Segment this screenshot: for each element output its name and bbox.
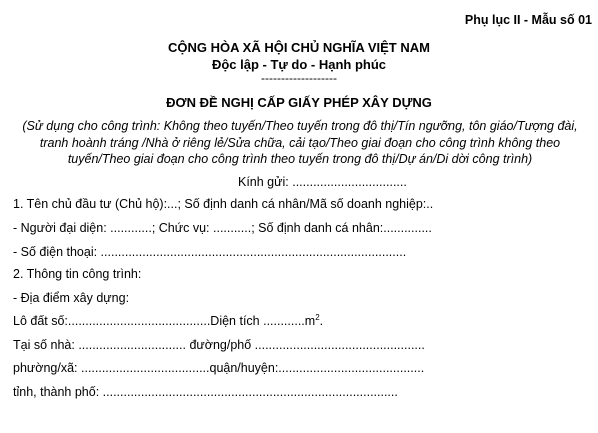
lot-text: Lô đất số:.........................................Diện tích ............m bbox=[13, 314, 316, 328]
province-line: tỉnh, thành phố: ..................................................................................... bbox=[13, 385, 398, 399]
recipient-line: Kính gửi: ................................. bbox=[238, 175, 407, 189]
investor-line: 1. Tên chủ đầu tư (Chủ hộ):...; Số định danh cá nhân/Mã số doanh nghiệp:.. bbox=[13, 197, 434, 211]
nation-heading: CỘNG HÒA XÃ HỘI CHỦ NGHĨA VIỆT NAM bbox=[168, 40, 430, 55]
motto: Độc lập - Tự do - Hạnh phúc bbox=[211, 57, 387, 72]
ward-line: phường/xã: .....................................quận/huyện:.......................................... bbox=[13, 361, 425, 375]
works-info-heading: 2. Thông tin công trình: bbox=[13, 267, 142, 281]
usage-note: (Sử dụng cho công trình: Không theo tuyến/Theo tuyến trong đô thị/Tín ngưỡng, tôn giáo/Tượng đài, tranh hoành tráng /Nhà ở riêng lẻ/Sửa chữa, cải tạo/Theo giai đoạn cho công trình không theo tuyến/Theo giai đoạn cho công trình theo tuyến trong đô thị/Dự án/Di dời công trình) bbox=[22, 119, 578, 166]
house-number-line: Tại số nhà: ............................... đường/phố ................................................. bbox=[13, 338, 425, 352]
lot-end: . bbox=[319, 314, 324, 328]
appendix-label: Phụ lục II - Mẫu số 01 bbox=[464, 13, 592, 27]
representative-line: - Người đại diện: ............; Chức vụ: ...........; Số định danh cá nhân:.............. bbox=[13, 221, 432, 235]
phone-line: - Số điện thoại: ........................................................................................ bbox=[13, 245, 407, 259]
area-unit-superscript: 2 bbox=[315, 312, 320, 322]
heading-divider: ------------------- bbox=[261, 71, 337, 85]
form-title: ĐƠN ĐỀ NGHỊ CẤP GIẤY PHÉP XÂY DỰNG bbox=[166, 95, 432, 110]
lot-line bbox=[13, 314, 323, 328]
location-line: - Địa điểm xây dựng: bbox=[13, 291, 130, 305]
